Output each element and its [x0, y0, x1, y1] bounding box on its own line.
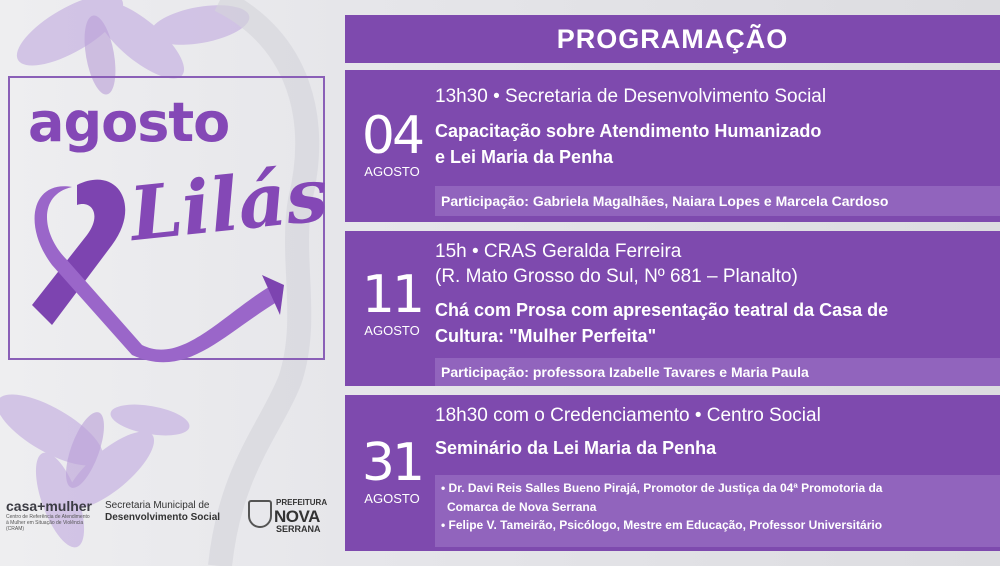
city-crest-icon	[248, 500, 272, 528]
secretaria-line1: Secretaria Municipal de	[105, 500, 210, 511]
participant-line: • Dr. Davi Reis Salles Bueno Pirajá, Promotor de Justiça da 04ª Promotoria da	[441, 481, 883, 495]
prefeitura-logo	[248, 496, 328, 536]
event-date	[357, 433, 427, 506]
event-month: AGOSTO	[364, 491, 420, 506]
prefeitura-line3: SERRANA	[276, 524, 321, 534]
event-card-04	[345, 70, 1000, 222]
campaign-panel	[0, 0, 345, 566]
schedule-header: PROGRAMAÇÃO	[345, 15, 1000, 63]
event-title-line: Capacitação sobre Atendimento Humanizado	[435, 121, 822, 141]
event-date	[357, 106, 427, 179]
participant-line: Comarca de Nova Serrana	[447, 499, 597, 514]
event-day: 11	[361, 265, 423, 325]
event-participation	[435, 475, 1000, 547]
event-title-line: Chá com Prosa com apresentação teatral da Casa de	[435, 300, 889, 320]
secretaria-logo	[105, 500, 220, 524]
casa-mulher-logo	[6, 498, 92, 532]
casa-mulher-name: casa+mulher	[6, 498, 92, 514]
event-time-location: 13h30 • Secretaria de Desenvolvimento Social	[435, 86, 827, 107]
event-participation: Participação: Gabriela Magalhães, Naiara Lopes e Marcela Cardoso	[435, 186, 1000, 216]
casa-mulher-subtitle: Centro de Referência de Atendimento à Mulher em Situação de Violência (CRAM)	[6, 514, 90, 532]
event-day: 04	[361, 106, 423, 166]
prefeitura-line2: NOVA	[274, 507, 320, 526]
event-time-location: 15h • CRAS Geralda Ferreira	[435, 241, 682, 262]
event-date	[357, 265, 427, 338]
campaign-title-lilas: Lilás	[126, 151, 332, 259]
event-time-location: 18h30 com o Credenciamento • Centro Social	[435, 405, 821, 426]
event-title-line: Cultura: "Mulher Perfeita"	[435, 326, 657, 346]
event-participation: Participação: professora Izabelle Tavares e Maria Paula	[435, 358, 1000, 386]
event-title-line: e Lei Maria da Penha	[435, 147, 614, 167]
partner-logos	[0, 492, 345, 542]
secretaria-line2: Desenvolvimento Social	[105, 512, 221, 523]
campaign-title-agosto: agosto	[28, 91, 230, 154]
event-month: AGOSTO	[364, 323, 420, 338]
event-title-line: Seminário da Lei Maria da Penha	[435, 438, 717, 458]
event-day: 31	[361, 433, 423, 493]
event-card-11	[345, 231, 1000, 386]
prefeitura-line1: PREFEITURA	[276, 498, 328, 507]
event-month: AGOSTO	[364, 164, 420, 179]
event-address: (R. Mato Grosso do Sul, Nº 681 – Planalto)	[435, 266, 798, 287]
participant-line: • Felipe V. Tameirão, Psicólogo, Mestre em Educação, Professor Universitário	[441, 518, 883, 533]
event-card-31	[345, 395, 1000, 551]
